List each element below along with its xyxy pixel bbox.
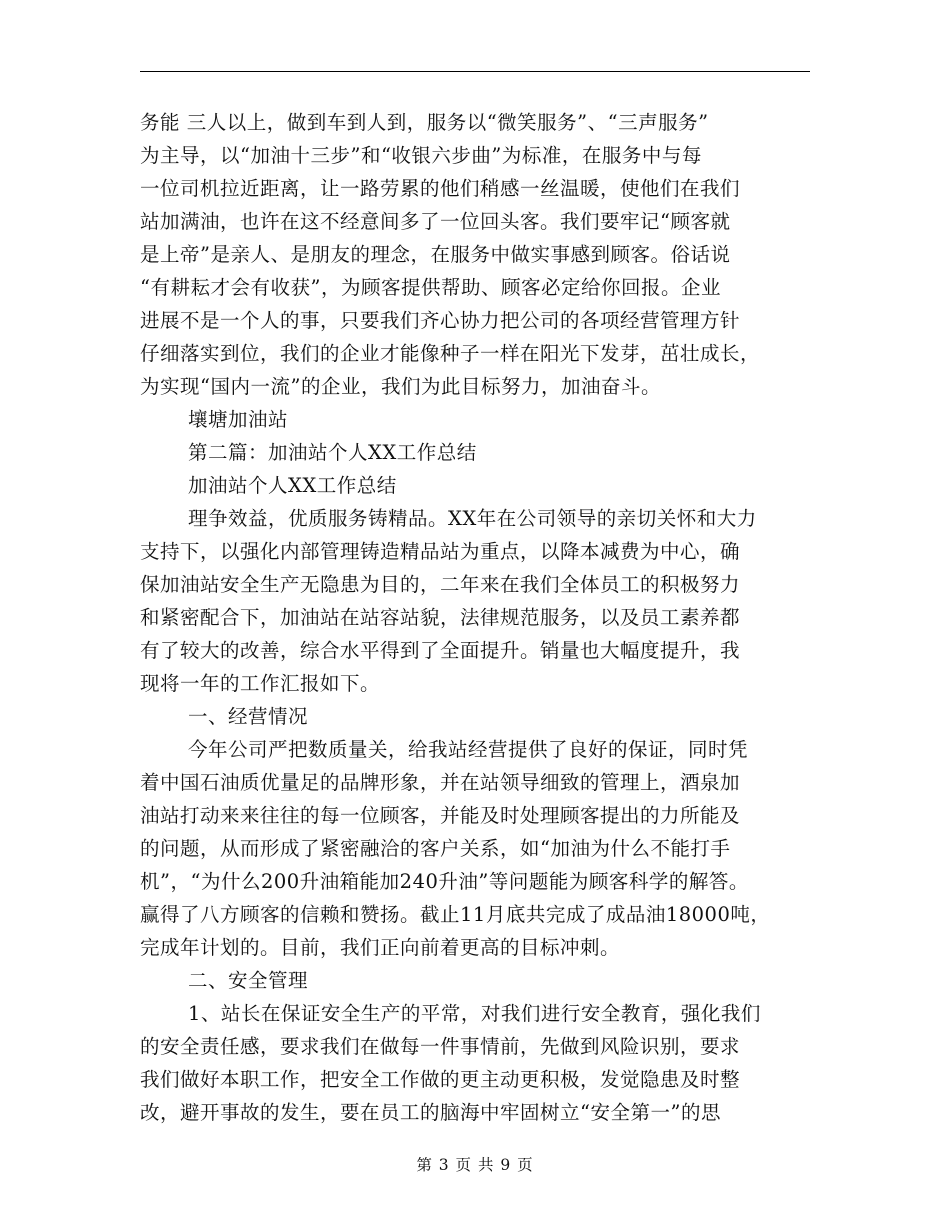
text-line: 现将一年的工作汇报如下。 (140, 672, 381, 695)
text-line: “有耕耘才会有收获”，为顾客提供帮助、顾客必定给你回报。企业 (140, 276, 721, 299)
text-line: 壤塘加油站 (188, 408, 289, 431)
text-line: 支持下，以强化内部管理铸造精品站为重点，以降本减费为中心，确 (140, 540, 741, 563)
text-line: 赢得了八方顾客的信赖和赞扬。截止11月底共完成了成品油18000吨， (140, 903, 771, 926)
text-line: 改，避开事故的发生，要在员工的脑海中牢固树立“安全第一”的思 (140, 1101, 721, 1124)
text-line: 为实现“国内一流”的企业，我们为此目标努力，加油奋斗。 (140, 375, 661, 398)
text-line: 油站打动来来往往的每一位顾客，并能及时处理顾客提出的力所能及 (140, 804, 741, 827)
text-line: 有了较大的改善，综合水平得到了全面提升。销量也大幅度提升，我 (140, 639, 741, 662)
page-footer: 第 3 页 共 9 页 (416, 1156, 534, 1174)
text-line: 机”，“为什么200升油箱能加240升油”等问题能为顾客科学的解答。 (140, 870, 749, 893)
text-line: 一位司机拉近距离，让一路劳累的他们稍感一丝温暖，使他们在我们 (140, 177, 741, 200)
text-line: 着中国石油质优量足的品牌形象，并在站领导细致的管理上，酒泉加 (140, 771, 741, 794)
text-line: 加油站个人XX工作总结 (188, 474, 397, 497)
text-line: 1、站长在保证安全生产的平常，对我们进行安全教育，强化我们 (188, 1002, 761, 1025)
text-line: 第二篇：加油站个人XX工作总结 (188, 441, 477, 464)
text-line: 进展不是一个人的事，只要我们齐心协力把公司的各项经营管理方针 (140, 309, 741, 332)
text-line: 是上帝”是亲人、是朋友的理念，在服务中做实事感到顾客。俗话说 (140, 243, 731, 266)
body-text (140, 106, 830, 1129)
text-line: 理争效益，优质服务铸精品。XX年在公司领导的亲切关怀和大力 (188, 507, 757, 530)
text-line: 站加满油，也许在这不经意间多了一位回头客。我们要牢记“顾客就 (140, 210, 731, 233)
text-line: 仔细落实到位，我们的企业才能像种子一样在阳光下发芽，茁壮成长， (140, 342, 761, 365)
text-line: 的问题，从而形成了紧密融洽的客户关系，如“加油为什么不能打手 (140, 837, 731, 860)
text-line: 我们做好本职工作，把安全工作做的更主动更积极，发觉隐患及时整 (140, 1068, 741, 1091)
text-line: 完成年计划的。目前，我们正向前着更高的目标冲刺。 (140, 936, 621, 959)
text-line: 一、经营情况 (188, 705, 309, 728)
text-line: 保加油站安全生产无隐患为目的，二年来在我们全体员工的积极努力 (140, 573, 741, 596)
text-line: 的安全责任感，要求我们在做每一件事情前，先做到风险识别，要求 (140, 1035, 741, 1058)
header-rule (140, 71, 810, 72)
text-line: 和紧密配合下，加油站在站容站貌，法律规范服务，以及员工素养都 (140, 606, 741, 629)
text-line: 为主导，以“加油十三步”和“收银六步曲”为标准，在服务中与每 (140, 144, 702, 167)
text-line: 二、安全管理 (188, 969, 309, 992)
text-line: 今年公司严把数质量关，给我站经营提供了良好的保证，同时凭 (188, 738, 749, 761)
text-line: 务能 三人以上，做到车到人到，服务以“微笑服务”、“三声服务” (140, 111, 709, 134)
